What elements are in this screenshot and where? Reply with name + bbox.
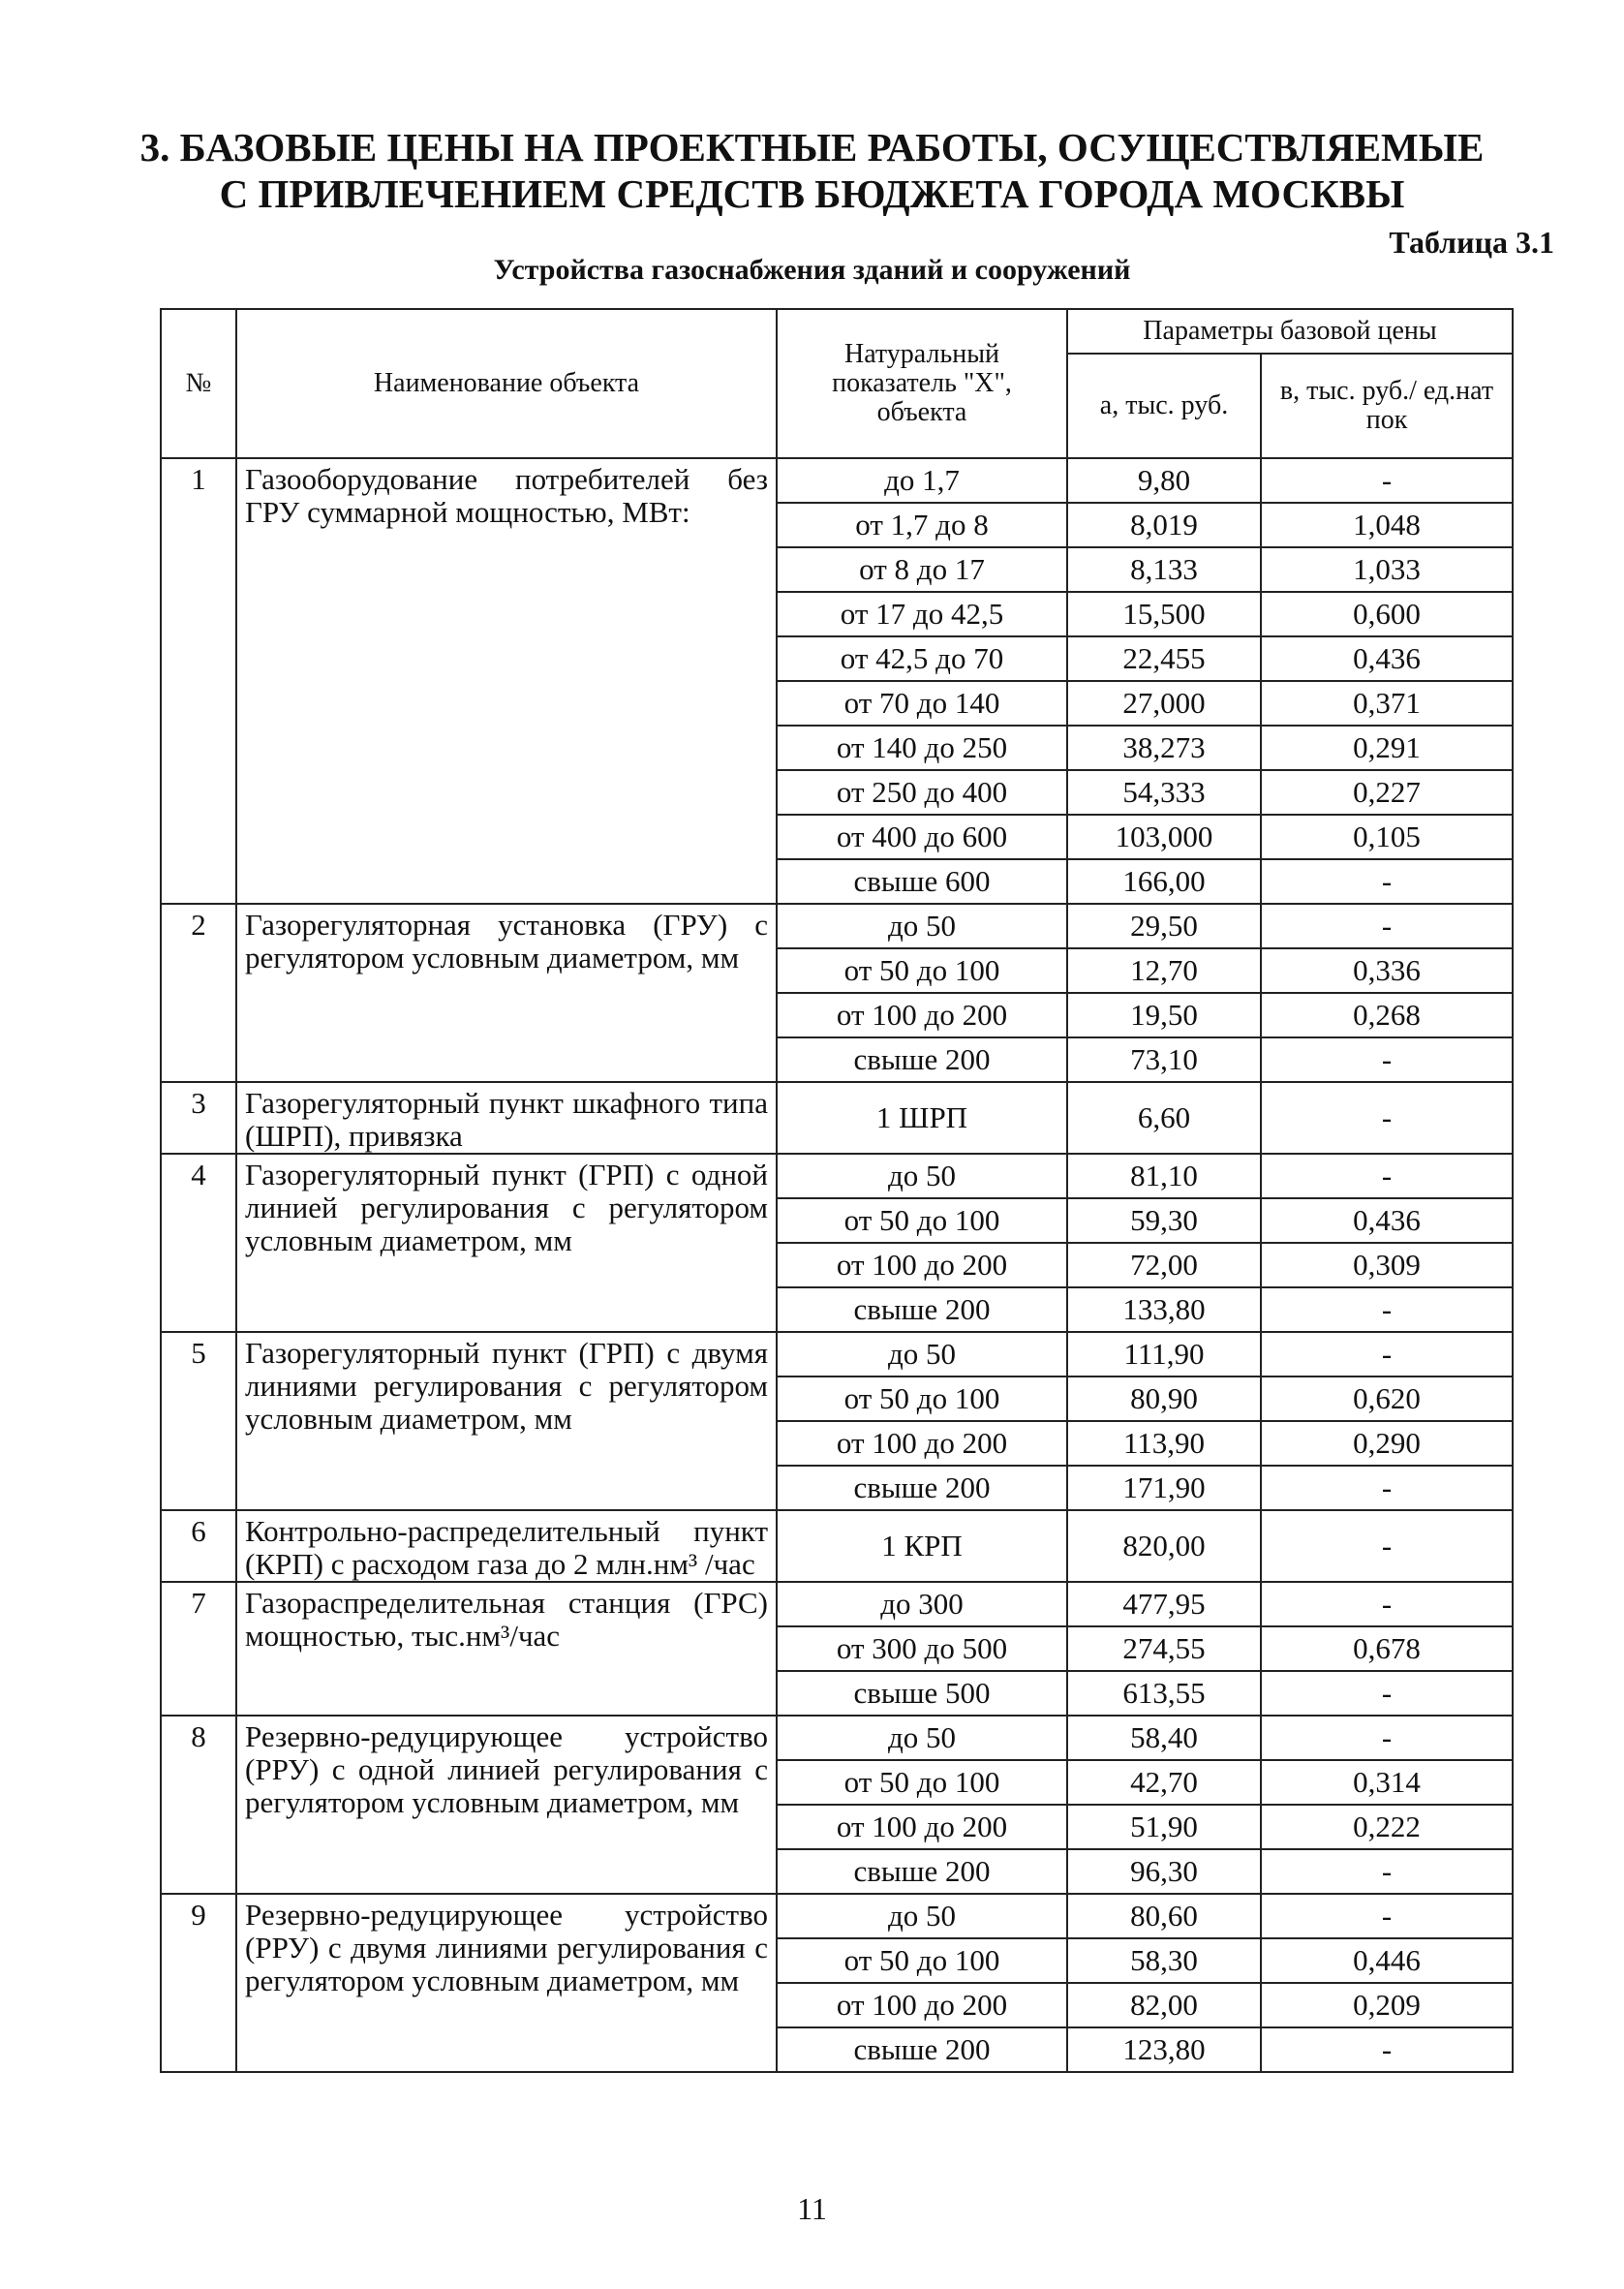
price-a: 29,50: [1067, 904, 1261, 948]
object-name: Газооборудование потребителей без ГРУ суммарной мощностью, МВт:: [236, 458, 777, 904]
table-subtitle: Устройства газоснабжения зданий и сооружений: [493, 254, 1131, 286]
price-b: 0,436: [1261, 1198, 1513, 1243]
natural-indicator: свыше 500: [777, 1671, 1067, 1716]
natural-indicator: свыше 200: [777, 1037, 1067, 1082]
natural-indicator: от 100 до 200: [777, 1243, 1067, 1287]
natural-indicator: от 42,5 до 70: [777, 636, 1067, 681]
natural-indicator: от 50 до 100: [777, 948, 1067, 993]
price-b: 0,436: [1261, 636, 1513, 681]
price-b: 0,268: [1261, 993, 1513, 1037]
price-b: 1,033: [1261, 547, 1513, 592]
row-number: 1: [161, 458, 236, 904]
natural-indicator: до 50: [777, 904, 1067, 948]
natural-indicator: от 300 до 500: [777, 1626, 1067, 1671]
price-a: 22,455: [1067, 636, 1261, 681]
price-a: 42,70: [1067, 1760, 1261, 1805]
object-name: Газорегуляторный пункт шкафного типа (ШРП), привязка: [236, 1082, 777, 1154]
natural-indicator: от 1,7 до 8: [777, 503, 1067, 547]
price-b: -: [1261, 904, 1513, 948]
price-b: -: [1261, 1332, 1513, 1376]
natural-indicator: 1 КРП: [777, 1510, 1067, 1582]
price-a: 103,000: [1067, 815, 1261, 859]
price-a: 73,10: [1067, 1037, 1261, 1082]
price-b: -: [1261, 2027, 1513, 2072]
price-a: 111,90: [1067, 1332, 1261, 1376]
price-b: -: [1261, 1037, 1513, 1082]
price-b: -: [1261, 1671, 1513, 1716]
table-row: [161, 458, 1513, 503]
natural-indicator: от 100 до 200: [777, 1421, 1067, 1466]
table-number: Таблица 3.1: [1389, 225, 1554, 260]
header-x: Натуральный показатель "Х", объекта: [777, 309, 1067, 458]
table-row: [161, 1510, 1513, 1582]
price-a: 51,90: [1067, 1805, 1261, 1849]
price-b: -: [1261, 1716, 1513, 1760]
price-b: 0,446: [1261, 1938, 1513, 1983]
header-a: а, тыс. руб.: [1067, 354, 1261, 458]
price-a: 8,133: [1067, 547, 1261, 592]
natural-indicator: от 250 до 400: [777, 770, 1067, 815]
table-row: [161, 1582, 1513, 1626]
natural-indicator: 1 ШРП: [777, 1082, 1067, 1154]
price-b: -: [1261, 1082, 1513, 1154]
price-b: 0,600: [1261, 592, 1513, 636]
natural-indicator: от 50 до 100: [777, 1760, 1067, 1805]
price-a: 81,10: [1067, 1154, 1261, 1198]
row-number: 5: [161, 1332, 236, 1510]
price-a: 113,90: [1067, 1421, 1261, 1466]
price-b: 0,371: [1261, 681, 1513, 726]
natural-indicator: до 50: [777, 1154, 1067, 1198]
table-row: [161, 1082, 1513, 1154]
price-a: 80,60: [1067, 1894, 1261, 1938]
price-a: 166,00: [1067, 859, 1261, 904]
table-row: [161, 1332, 1513, 1376]
price-a: 38,273: [1067, 726, 1261, 770]
price-table: [160, 308, 1514, 2073]
price-a: 59,30: [1067, 1198, 1261, 1243]
price-b: 0,314: [1261, 1760, 1513, 1805]
price-b: 0,291: [1261, 726, 1513, 770]
price-a: 613,55: [1067, 1671, 1261, 1716]
row-number: 3: [161, 1082, 236, 1154]
price-a: 96,30: [1067, 1849, 1261, 1894]
natural-indicator: от 100 до 200: [777, 993, 1067, 1037]
natural-indicator: от 100 до 200: [777, 1805, 1067, 1849]
price-b: -: [1261, 1154, 1513, 1198]
price-b: 0,620: [1261, 1376, 1513, 1421]
price-b: -: [1261, 1510, 1513, 1582]
price-a: 6,60: [1067, 1082, 1261, 1154]
price-a: 15,500: [1067, 592, 1261, 636]
row-number: 2: [161, 904, 236, 1082]
price-b: 0,105: [1261, 815, 1513, 859]
page-title: [0, 124, 1624, 217]
natural-indicator: до 300: [777, 1582, 1067, 1626]
title-line-1: 3. БАЗОВЫЕ ЦЕНЫ НА ПРОЕКТНЫЕ РАБОТЫ, ОСУЩЕСТВЛЯЕМЫЕ: [139, 125, 1485, 170]
row-number: 6: [161, 1510, 236, 1582]
table-header: [161, 309, 1513, 458]
natural-indicator: до 50: [777, 1332, 1067, 1376]
price-b: -: [1261, 1894, 1513, 1938]
price-b: -: [1261, 1849, 1513, 1894]
price-b: 0,290: [1261, 1421, 1513, 1466]
price-b: 0,227: [1261, 770, 1513, 815]
object-name: Газораспределительная станция (ГРС) мощностью, тыс.нм³/час: [236, 1582, 777, 1716]
price-b: -: [1261, 1287, 1513, 1332]
header-params: Параметры базовой цены: [1067, 309, 1513, 354]
natural-indicator: от 50 до 100: [777, 1198, 1067, 1243]
page-number: 11: [797, 2191, 827, 2226]
natural-indicator: от 50 до 100: [777, 1938, 1067, 1983]
natural-indicator: от 100 до 200: [777, 1983, 1067, 2027]
object-name: Контрольно-распределительный пункт (КРП) с расходом газа до 2 млн.нм³ /час: [236, 1510, 777, 1582]
price-a: 12,70: [1067, 948, 1261, 993]
price-a: 8,019: [1067, 503, 1261, 547]
price-a: 54,333: [1067, 770, 1261, 815]
header-num: №: [161, 309, 236, 458]
price-a: 820,00: [1067, 1510, 1261, 1582]
object-name: Резервно-редуцирующее устройство (РРУ) с двумя линиями регулирования с регулятором условным диаметром, мм: [236, 1894, 777, 2072]
title-line-2: С ПРИВЛЕЧЕНИЕМ СРЕДСТВ БЮДЖЕТА ГОРОДА МОСКВЫ: [219, 171, 1405, 216]
price-b: -: [1261, 458, 1513, 503]
price-a: 123,80: [1067, 2027, 1261, 2072]
price-b: 0,678: [1261, 1626, 1513, 1671]
table-row: [161, 904, 1513, 948]
object-name: Резервно-редуцирующее устройство (РРУ) с одной линией регулирования с регулятором условным диаметром, мм: [236, 1716, 777, 1894]
header-name: Наименование объекта: [236, 309, 777, 458]
price-a: 171,90: [1067, 1466, 1261, 1510]
natural-indicator: свыше 600: [777, 859, 1067, 904]
natural-indicator: от 400 до 600: [777, 815, 1067, 859]
table-body: [161, 458, 1513, 2072]
price-b: -: [1261, 1582, 1513, 1626]
natural-indicator: до 50: [777, 1716, 1067, 1760]
natural-indicator: от 17 до 42,5: [777, 592, 1067, 636]
natural-indicator: свыше 200: [777, 1287, 1067, 1332]
table-row: [161, 1894, 1513, 1938]
price-b: 0,209: [1261, 1983, 1513, 2027]
price-b: 0,309: [1261, 1243, 1513, 1287]
natural-indicator: свыше 200: [777, 2027, 1067, 2072]
object-name: Газорегуляторный пункт (ГРП) с двумя линиями регулирования с регулятором условным диаметром, мм: [236, 1332, 777, 1510]
natural-indicator: до 1,7: [777, 458, 1067, 503]
natural-indicator: от 70 до 140: [777, 681, 1067, 726]
object-name: Газорегуляторный пункт (ГРП) с одной линией регулирования с регулятором условным диаметром, мм: [236, 1154, 777, 1332]
price-a: 58,30: [1067, 1938, 1261, 1983]
price-a: 80,90: [1067, 1376, 1261, 1421]
price-a: 133,80: [1067, 1287, 1261, 1332]
natural-indicator: до 50: [777, 1894, 1067, 1938]
price-a: 9,80: [1067, 458, 1261, 503]
row-number: 9: [161, 1894, 236, 2072]
natural-indicator: свыше 200: [777, 1466, 1067, 1510]
price-b: -: [1261, 1466, 1513, 1510]
price-a: 82,00: [1067, 1983, 1261, 2027]
price-a: 274,55: [1067, 1626, 1261, 1671]
natural-indicator: от 140 до 250: [777, 726, 1067, 770]
object-name: Газорегуляторная установка (ГРУ) с регулятором условным диаметром, мм: [236, 904, 777, 1082]
price-a: 477,95: [1067, 1582, 1261, 1626]
price-b: -: [1261, 859, 1513, 904]
row-number: 7: [161, 1582, 236, 1716]
natural-indicator: свыше 200: [777, 1849, 1067, 1894]
table-row: [161, 1154, 1513, 1198]
table-row: [161, 1716, 1513, 1760]
header-b: в, тыс. руб./ ед.нат пок: [1261, 354, 1513, 458]
price-a: 72,00: [1067, 1243, 1261, 1287]
price-a: 19,50: [1067, 993, 1261, 1037]
row-number: 4: [161, 1154, 236, 1332]
natural-indicator: от 50 до 100: [777, 1376, 1067, 1421]
price-b: 0,336: [1261, 948, 1513, 993]
natural-indicator: от 8 до 17: [777, 547, 1067, 592]
price-a: 58,40: [1067, 1716, 1261, 1760]
price-a: 27,000: [1067, 681, 1261, 726]
price-b: 0,222: [1261, 1805, 1513, 1849]
price-b: 1,048: [1261, 503, 1513, 547]
row-number: 8: [161, 1716, 236, 1894]
